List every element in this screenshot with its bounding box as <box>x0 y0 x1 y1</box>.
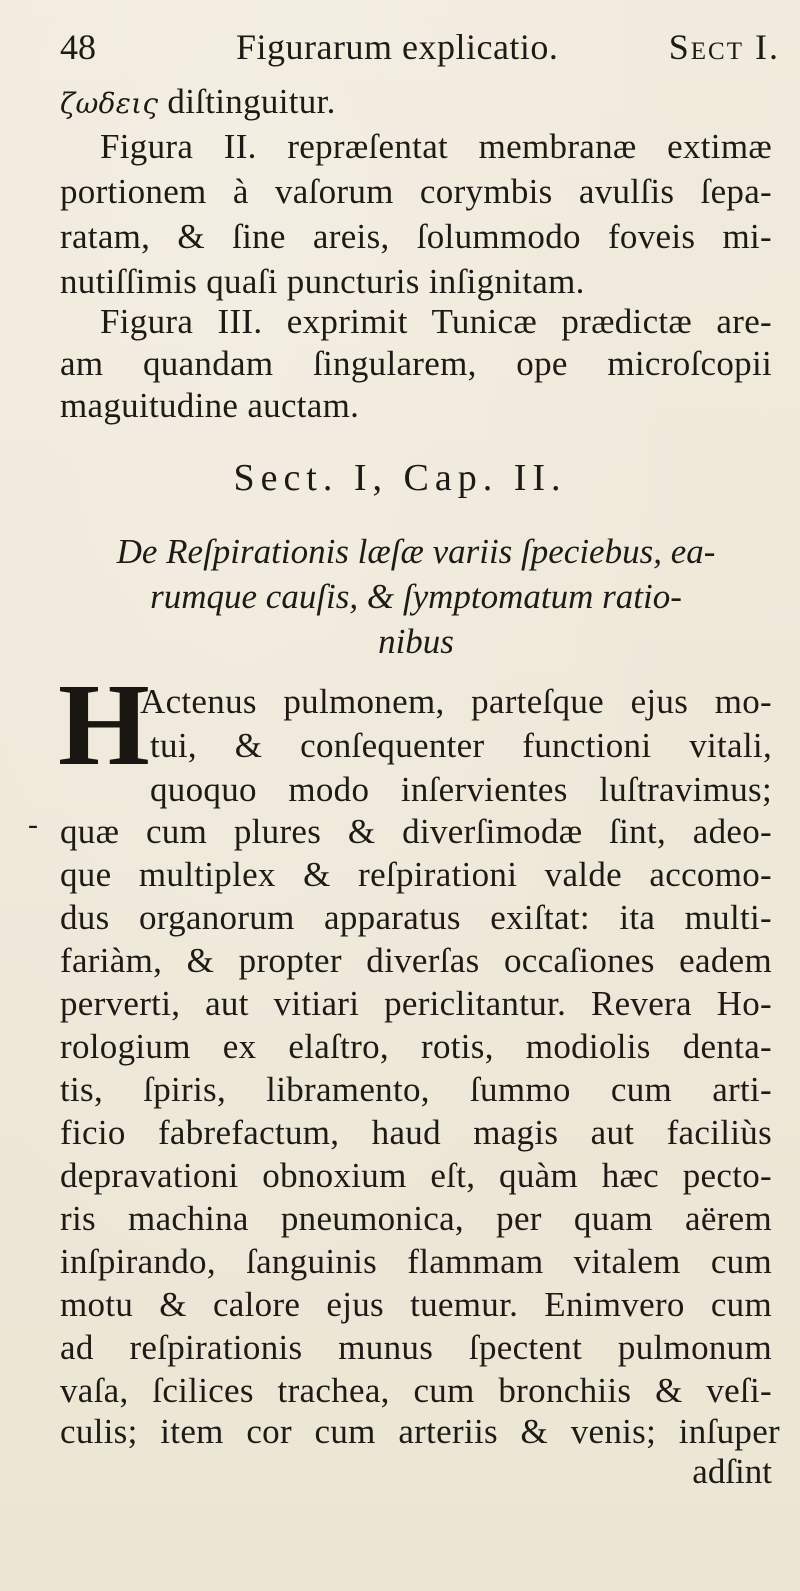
catchword: adſint <box>692 1452 772 1491</box>
figure-text-line: am quandam ſingularem, ope microſcopii <box>60 344 772 383</box>
body-text-line: tui, & conſequenter functioni vitali, <box>150 726 772 765</box>
body-text-line: rologium ex elaſtro, rotis, modiolis denta- <box>60 1027 772 1066</box>
drop-cap: H <box>58 659 150 790</box>
figure-text-line: Figura II. repræſentat membranæ extimæ <box>100 127 772 166</box>
running-section: Sect I. <box>668 27 780 67</box>
figure-text-fragment: diſtinguitur. <box>158 82 336 121</box>
figure-text-line: portionem à vaſorum corymbis avulſis ſepa- <box>60 172 772 211</box>
running-title: Figurarum explicatio. <box>236 27 559 67</box>
body-text-line: depravationi obnoxium eſt, quàm hæc pecto- <box>60 1156 772 1195</box>
body-text-line: tis, ſpiris, libramento, ſummo cum arti- <box>60 1070 772 1109</box>
body-text-line: culis; item cor cum arteriis & venis; inſuper <box>60 1412 780 1451</box>
figure-text-line: maguitudine auctam. <box>60 386 360 425</box>
chapter-title-line: De Reſpirationis læſæ variis ſpeciebus, ea- <box>116 532 716 571</box>
chapter-title-line: rumque cauſis, & ſymptomatum ratio- <box>150 577 682 616</box>
body-text-line: ficio fabrefactum, haud magis aut faciliùs <box>60 1113 772 1152</box>
body-text-line: inſpirando, ſanguinis flammam vitalem cum <box>60 1242 772 1281</box>
figure-text-line: nutiſſimis quaſi puncturis inſignitam. <box>60 262 585 301</box>
greek-word: ζωδεις <box>60 87 159 120</box>
body-text-line: ris machina pneumonica, per quam aërem <box>60 1199 772 1238</box>
body-text-line: dus organorum apparatus exiſtat: ita multi- <box>60 898 772 937</box>
body-text-line: fariàm, & propter diverſas occaſiones eadem <box>60 941 772 980</box>
body-text-line: vaſa, ſcilices trachea, cum bronchiis & veſi- <box>60 1371 772 1410</box>
body-text-line: ad reſpirationis munus ſpectent pulmonum <box>60 1328 772 1367</box>
running-header <box>60 22 780 72</box>
body-text-line: motu & calore ejus tuemur. Enimvero cum <box>60 1285 772 1324</box>
body-text-line: Actenus pulmonem, parteſque ejus mo- <box>140 682 772 721</box>
chapter-title-line: nibus <box>378 622 454 661</box>
body-text-line: quæ cum plures & diverſimodæ ſint, adeo- <box>60 812 772 851</box>
body-text-line: quoquo modo inſervientes luſtravimus; <box>150 770 772 809</box>
figure-text-line <box>60 80 772 126</box>
figure-text-line: Figura III. exprimit Tunicæ prædictæ are- <box>100 302 772 341</box>
page-number: 48 <box>60 27 96 67</box>
section-heading: Sect. I, Cap. II. <box>233 457 567 499</box>
body-text-line: perverti, aut vitiari periclitantur. Revera Ho- <box>60 984 772 1023</box>
figure-text-line: ratam, & ſine areis, ſolummodo foveis mi- <box>60 217 772 256</box>
margin-mark: - <box>28 808 38 841</box>
body-text-line: que multiplex & reſpirationi valde accomo- <box>60 855 772 894</box>
